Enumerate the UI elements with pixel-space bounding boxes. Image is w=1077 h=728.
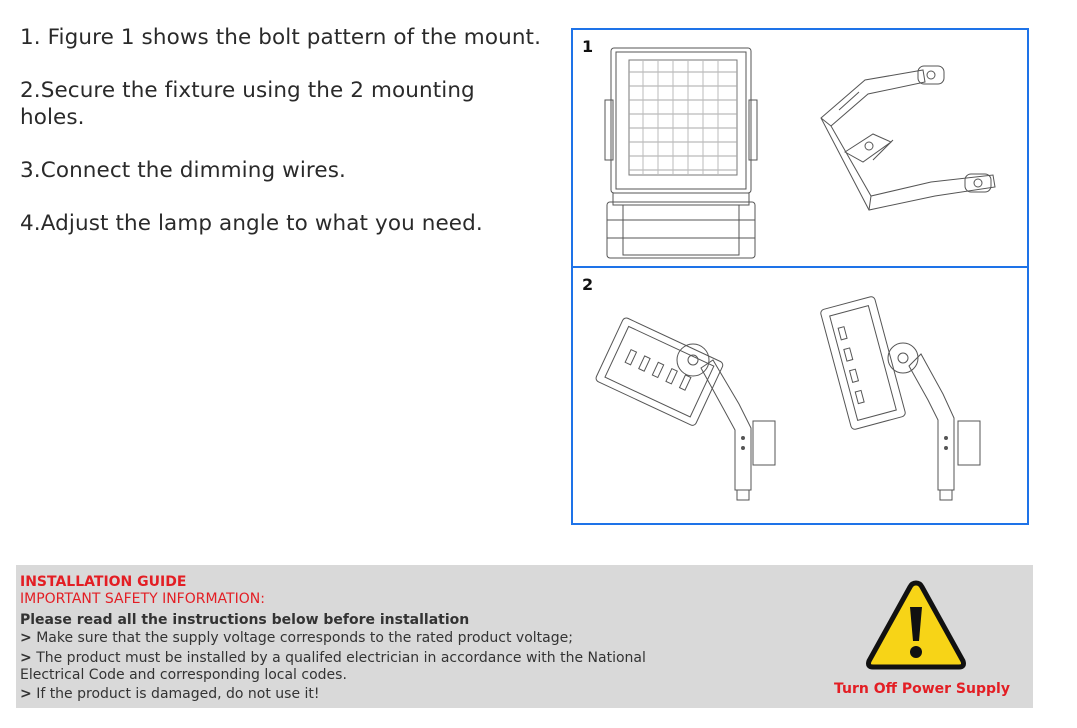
bullet-marker: >: [20, 630, 32, 646]
turn-off-power-label: Turn Off Power Supply: [834, 681, 1010, 697]
guide-subtitle: IMPORTANT SAFETY INFORMATION:: [20, 591, 265, 607]
step-3: 3.Connect the dimming wires.: [20, 158, 346, 183]
safety-item-2-text: The product must be installed by a qualifed electrician in accordance with the National Electrical Code and corresponding local codes.: [20, 650, 646, 683]
installation-guide-panel: [16, 565, 1033, 708]
warning-triangle-icon: [864, 577, 968, 673]
guide-title: INSTALLATION GUIDE: [20, 574, 187, 590]
safety-item-1: [20, 630, 573, 647]
step-1: 1. Figure 1 shows the bolt pattern of the mount.: [20, 25, 542, 50]
step-2: 2.Secure the fixture using the 2 mounting holes.: [20, 78, 475, 130]
lamp-angle-adjustment-drawing: [573, 268, 1029, 523]
safety-item-1-text: Make sure that the supply voltage corresponds to the rated product voltage;: [36, 630, 573, 646]
bullet-marker: >: [20, 686, 32, 702]
figure-1-label: 1: [582, 37, 594, 56]
safety-item-2: [20, 650, 660, 684]
fixture-front-and-bracket-drawing: [573, 30, 1029, 266]
figure-2-label: 2: [582, 275, 594, 294]
bullet-marker: >: [20, 650, 32, 666]
instruction-steps: [20, 24, 560, 263]
read-instructions-note: Please read all the instructions below before installation: [20, 612, 470, 628]
safety-item-3: [20, 686, 320, 703]
figure-1-frame: [571, 28, 1029, 268]
safety-item-3-text: If the product is damaged, do not use it!: [36, 686, 320, 702]
step-4: 4.Adjust the lamp angle to what you need.: [20, 211, 483, 236]
figure-2-frame: [571, 266, 1029, 525]
